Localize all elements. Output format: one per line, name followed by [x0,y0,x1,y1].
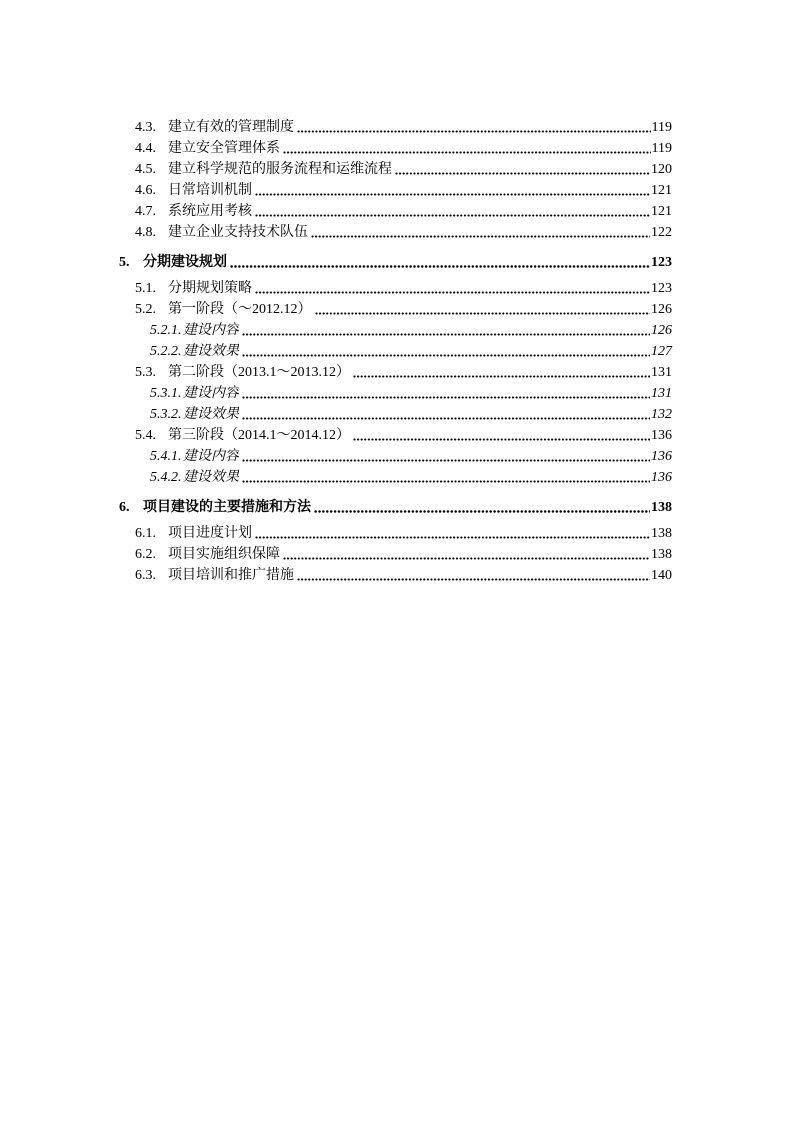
toc-leader-dots [297,117,651,138]
toc-entry-title: 建立安全管理体系 [168,141,280,156]
toc-entry[interactable] [0,159,793,180]
toc-entry[interactable] [0,252,793,273]
toc-leader-dots [315,299,651,320]
toc-entry-number: 5.3.2. [150,407,182,422]
toc-entry-number: 6.3. [135,568,156,583]
toc-entry-number: 5.2.1. [150,323,182,338]
toc-entry[interactable] [0,467,793,488]
toc-entry-title: 建设内容 [183,323,239,338]
toc-entry-page: 127 [651,344,672,359]
toc-entry-title: 建立有效的管理制度 [168,120,294,135]
toc-entry-title: 项目培训和推广措施 [168,568,294,583]
toc-entry-number: 5.1. [135,281,156,296]
toc-entry[interactable] [0,383,793,404]
toc-entry-title: 建立科学规范的服务流程和运维流程 [168,162,392,177]
toc-leader-dots [353,425,650,446]
toc-entry-title: 项目建设的主要措施和方法 [143,500,311,515]
toc-entry-number: 6.1. [135,526,156,541]
toc-leader-dots [242,446,650,467]
toc-entry-title: 日常培训机制 [168,183,252,198]
toc-entry[interactable] [0,446,793,467]
toc-leader-dots [242,341,650,362]
toc-entry[interactable] [0,362,793,383]
toc-entry[interactable] [0,320,793,341]
toc-entry-number: 5.4. [135,428,156,443]
toc-entry[interactable] [0,138,793,159]
toc-entry-title: 建设效果 [183,470,239,485]
toc-entry-page: 131 [651,365,672,380]
toc-leader-dots [242,320,650,341]
toc-entry-number: 6. [119,500,130,515]
toc-leader-dots [242,383,650,404]
toc-leader-dots [230,252,650,273]
toc-entry-title: 项目进度计划 [168,526,252,541]
toc-entry[interactable] [0,544,793,565]
toc-entry-title: 项目实施组织保障 [168,547,280,562]
toc-entry-number: 4.5. [135,162,156,177]
toc-entry[interactable] [0,497,793,518]
toc-entry[interactable] [0,180,793,201]
toc-entry[interactable] [0,299,793,320]
toc-leader-dots [255,523,650,544]
toc-entry-page: 123 [651,281,672,296]
toc-leader-dots [283,544,650,565]
toc-entry-page: 119 [651,141,672,156]
toc-entry-number: 4.8. [135,225,156,240]
toc-entry-title: 分期规划策略 [168,281,252,296]
toc-entry-page: 136 [651,449,672,464]
toc-entry-title: 分期建设规划 [143,255,227,270]
toc-leader-dots [255,201,650,222]
toc-entry-page: 136 [651,428,672,443]
toc-entry-page: 123 [651,255,672,270]
toc-leader-dots [242,467,650,488]
toc-entry-title: 第一阶段（～2012.12） [168,302,312,317]
toc-entry-page: 131 [651,386,672,401]
toc-entry-title: 第二阶段（2013.1～2013.12） [168,365,350,380]
toc-leader-dots [395,159,650,180]
toc-entry-title: 建设内容 [183,449,239,464]
toc-leader-dots [297,565,650,586]
toc-leader-dots [314,497,650,518]
toc-entry-page: 121 [651,183,672,198]
toc-entry[interactable] [0,404,793,425]
toc-entry-number: 5. [119,255,130,270]
toc-entry-page: 121 [651,204,672,219]
toc-entry-number: 5.2. [135,302,156,317]
toc-entry-title: 系统应用考核 [168,204,252,219]
toc-entry-page: 126 [651,323,672,338]
toc-entry-number: 4.6. [135,183,156,198]
toc-entry-number: 5.2.2. [150,344,182,359]
toc-entry-page: 138 [651,500,672,515]
toc-entry-number: 4.3. [135,120,156,135]
toc-entry-title: 建设内容 [183,386,239,401]
toc-entry-page: 138 [651,526,672,541]
toc-entry-page: 119 [651,120,672,135]
toc-entry[interactable] [0,425,793,446]
toc-leader-dots [242,404,650,425]
toc-leader-dots [255,278,650,299]
toc-entry-page: 138 [651,547,672,562]
toc-entry-page: 132 [651,407,672,422]
toc-entry[interactable] [0,201,793,222]
toc-leader-dots [353,362,650,383]
toc-entry-number: 6.2. [135,547,156,562]
toc-entry[interactable] [0,565,793,586]
toc-entry[interactable] [0,117,793,138]
toc-entry[interactable] [0,341,793,362]
toc-entry-page: 136 [651,470,672,485]
toc-leader-dots [311,222,650,243]
toc-leader-dots [283,138,651,159]
toc-entry-page: 122 [651,225,672,240]
toc-entry-number: 5.3.1. [150,386,182,401]
toc-entry-page: 140 [651,568,672,583]
toc-entry[interactable] [0,222,793,243]
toc-leader-dots [255,180,650,201]
toc-entry-page: 120 [651,162,672,177]
toc-entry[interactable] [0,278,793,299]
toc-entry-title: 建设效果 [183,344,239,359]
toc-entry-title: 建立企业支持技术队伍 [168,225,308,240]
toc-entry-number: 5.3. [135,365,156,380]
toc-entry-number: 5.4.1. [150,449,182,464]
toc-entry-title: 建设效果 [183,407,239,422]
toc-entry-number: 5.4.2. [150,470,182,485]
toc-entry[interactable] [0,523,793,544]
toc-entry-number: 4.4. [135,141,156,156]
toc-entry-page: 126 [651,302,672,317]
toc-entry-number: 4.7. [135,204,156,219]
toc-entry-title: 第三阶段（2014.1～2014.12） [168,428,350,443]
